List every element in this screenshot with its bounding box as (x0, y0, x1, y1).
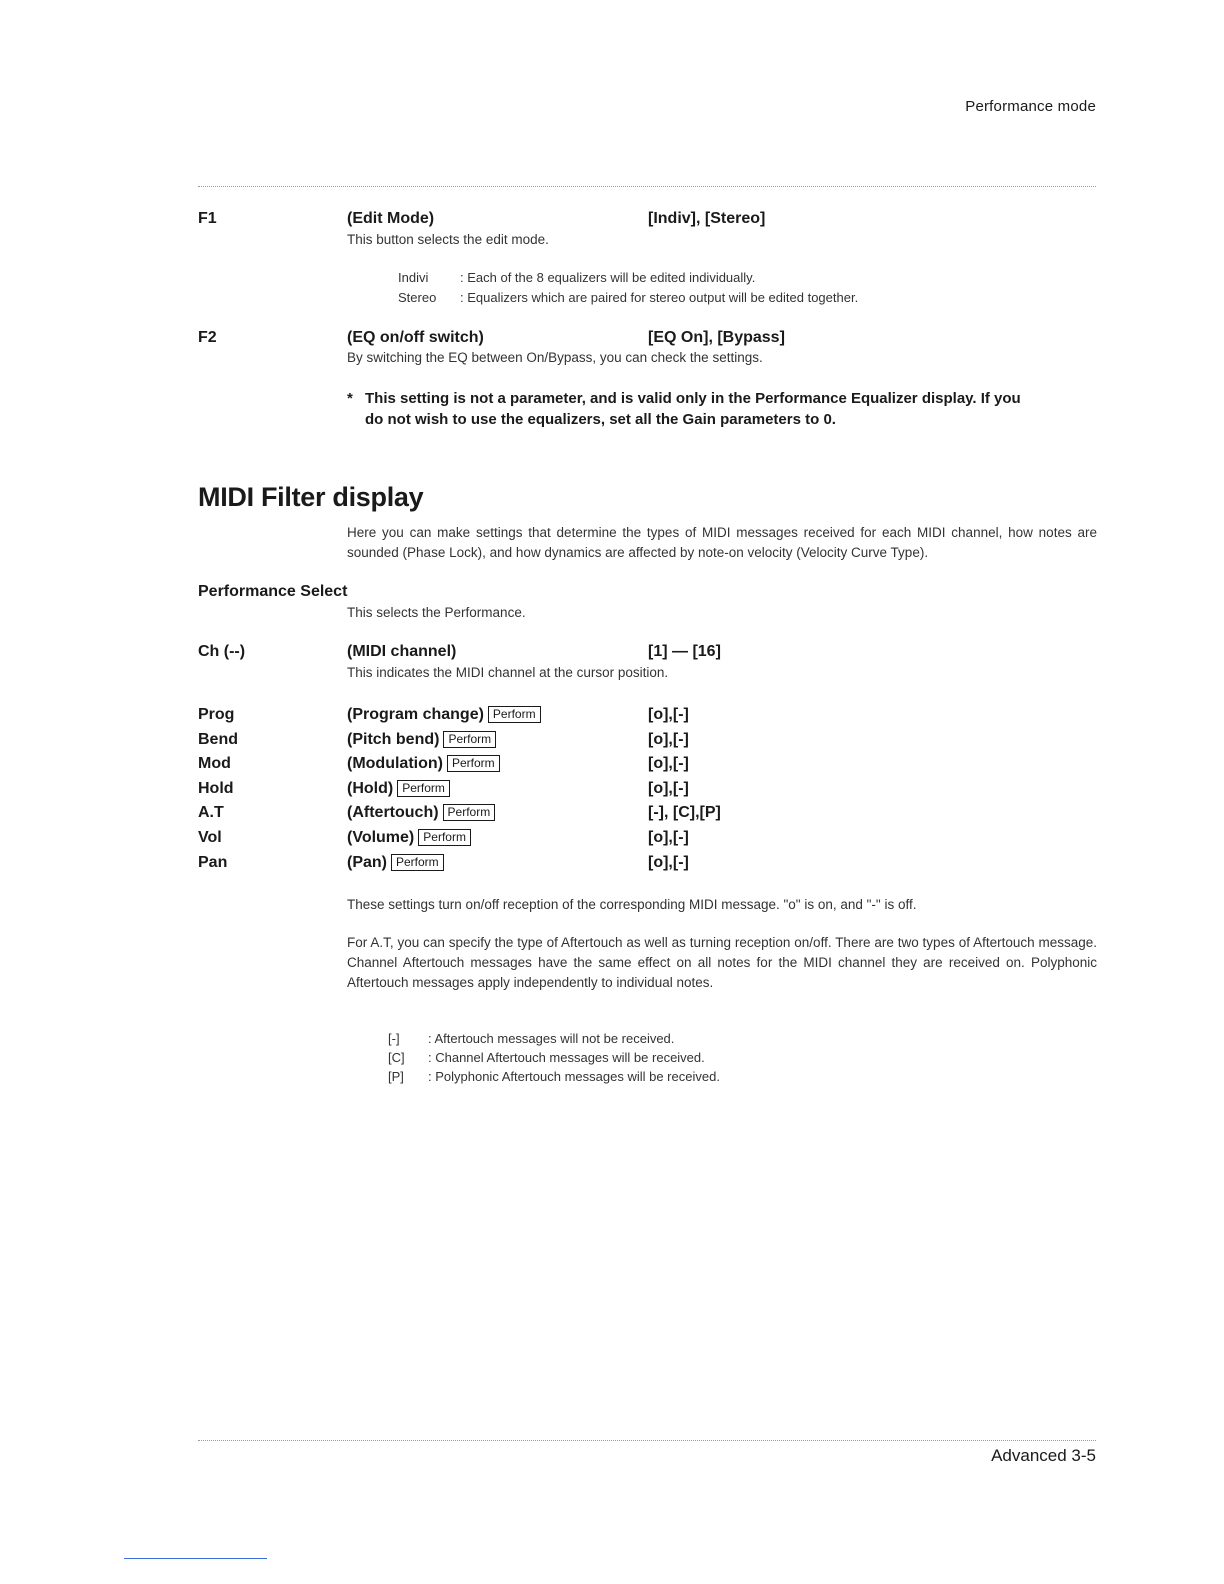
row-key-bend: Bend (198, 731, 238, 748)
page-number: Advanced 3-5 (991, 1446, 1096, 1465)
row-key-vol: Vol (198, 829, 222, 846)
note-line-1: This setting is not a parameter, and is valid only in the Performance Equalizer display. If you (365, 390, 1021, 407)
top-divider (198, 186, 1096, 187)
bottom-divider (198, 1440, 1096, 1441)
row-key-prog: Prog (198, 706, 235, 723)
section-title: MIDI Filter display (198, 482, 424, 512)
perform-badge: Perform (447, 755, 500, 772)
option-text: : Polyphonic Aftertouch messages will be received. (428, 1069, 720, 1084)
option-text: : Aftertouch messages will not be received. (428, 1031, 675, 1046)
row-param-aftertouch (347, 804, 495, 822)
at-option-off (388, 1031, 674, 1046)
option-key: [C] (388, 1050, 405, 1065)
perf-select-label: Performance Select (198, 583, 348, 600)
ch-values: [1] — [16] (648, 643, 721, 660)
param-text: (Pitch bend) (347, 731, 440, 748)
note-asterisk: * (347, 390, 353, 407)
f1-values: [Indiv], [Stereo] (648, 210, 766, 227)
row-param-bend (347, 731, 496, 749)
f1-option-stereo (398, 290, 858, 305)
ch-label: Ch (--) (198, 643, 246, 660)
f1-description: This button selects the edit mode. (347, 232, 549, 247)
ch-description: This indicates the MIDI channel at the cursor position. (347, 665, 669, 680)
perform-badge: Perform (418, 829, 471, 846)
param-text: (Program change) (347, 706, 484, 723)
f1-param: (Edit Mode) (347, 210, 435, 227)
row-key-pan: Pan (198, 854, 228, 871)
f2-note (347, 388, 1097, 430)
row-values-mod: [o],[-] (648, 755, 689, 772)
row-key-hold: Hold (198, 780, 234, 797)
row-values-vol: [o],[-] (648, 829, 689, 846)
row-values-bend: [o],[-] (648, 731, 689, 748)
perform-badge: Perform (488, 706, 541, 723)
option-text: : Channel Aftertouch messages will be received. (428, 1050, 705, 1065)
row-param-prog (347, 706, 541, 724)
row-values-prog: [o],[-] (648, 706, 689, 723)
row-key-mod: Mod (198, 755, 231, 772)
f2-label: F2 (198, 329, 217, 346)
perform-badge: Perform (397, 780, 450, 797)
row-values-hold: [o],[-] (648, 780, 689, 797)
row-key-aftertouch: A.T (198, 804, 224, 821)
option-key: Indivi (398, 270, 429, 285)
note-line-2: do not wish to use the equalizers, set all the Gain parameters to 0. (365, 411, 836, 428)
f2-param: (EQ on/off switch) (347, 329, 484, 346)
perform-badge: Perform (443, 804, 496, 821)
option-key: Stereo (398, 290, 437, 305)
section-intro: Here you can make settings that determine the types of MIDI messages received for each MIDI channel, how notes are sounded (Phase Lock), and how dynamics are affected by note-on velocity (Velocity Curve Type). (347, 525, 1097, 560)
param-text: (Aftertouch) (347, 804, 439, 821)
row-values-pan: [o],[-] (648, 854, 689, 871)
perform-badge: Perform (391, 854, 444, 871)
footer-accent-line (124, 1558, 267, 1559)
perform-badge: Perform (443, 731, 496, 748)
f1-label: F1 (198, 210, 217, 227)
row-param-pan (347, 854, 444, 872)
perf-select-description: This selects the Performance. (347, 605, 526, 620)
f1-option-indivi (398, 270, 755, 285)
f2-description: By switching the EQ between On/Bypass, you can check the settings. (347, 350, 763, 365)
row-param-vol (347, 829, 471, 847)
param-text: (Pan) (347, 854, 387, 871)
option-key: [-] (388, 1031, 400, 1046)
row-param-hold (347, 780, 450, 798)
running-header: Performance mode (965, 98, 1096, 115)
option-text: : Each of the 8 equalizers will be edited individually. (460, 270, 756, 285)
param-text: (Hold) (347, 780, 394, 797)
aftertouch-paragraph: For A.T, you can specify the type of Aftertouch as well as turning reception on/off. There are two types of Aftertouch message. Channel Aftertouch messages have the same effect on all notes for the MIDI channel they are received on. Polyphonic Aftertouch messages apply independently to individual notes. (347, 935, 1097, 990)
param-text: (Volume) (347, 829, 415, 846)
row-param-mod (347, 755, 500, 773)
param-text: (Modulation) (347, 755, 443, 772)
at-option-poly (388, 1069, 720, 1084)
f2-values: [EQ On], [Bypass] (648, 329, 785, 346)
reception-note: These settings turn on/off reception of the corresponding MIDI message. "o" is on, and "-" is off. (347, 897, 917, 912)
ch-param: (MIDI channel) (347, 643, 457, 660)
option-text: : Equalizers which are paired for stereo output will be edited together. (460, 290, 859, 305)
row-values-aftertouch: [-], [C],[P] (648, 804, 721, 821)
option-key: [P] (388, 1069, 404, 1084)
at-option-channel (388, 1050, 705, 1065)
